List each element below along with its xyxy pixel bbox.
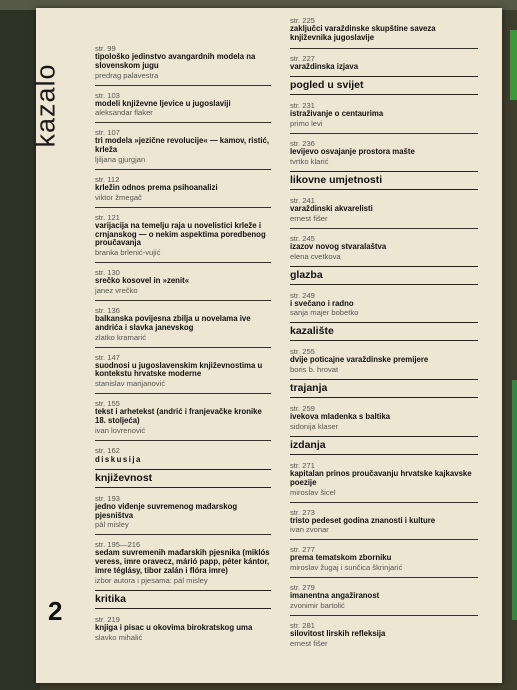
- divider: [290, 615, 478, 616]
- toc-entry: str. 136 balkanska povijesna zbilja u novelama ive andrića i slavka janevskog zlatko kramarić: [95, 305, 251, 342]
- divider: [95, 440, 271, 441]
- toc-entry: str. 277 prema tematskom zborniku miroslav žugaj i sunčica škrinjarić: [290, 545, 403, 573]
- divider: [95, 262, 271, 263]
- divider: [290, 502, 478, 503]
- divider: [95, 300, 271, 301]
- toc-entry: str. 273 tristo pedeset godina znanosti i kulture ivan zvonar: [290, 507, 436, 535]
- toc-entry: str. 279 imanentna angažiranost zvonimir bartolić: [290, 583, 380, 610]
- toc-entry: str. 121 varijacija na temelju raja u novelistici krleže i crnjanskog — o nekim aspektima poredbenog proučavanja branka brlenić-vujić: [95, 212, 266, 258]
- divider: [95, 347, 271, 348]
- section-heading-trajanja: trajanja: [290, 379, 478, 398]
- divider: [290, 539, 478, 540]
- divider: [290, 48, 478, 49]
- section-heading-pogled-u-svijet: pogled u svijet: [290, 76, 478, 95]
- section-heading-knjizevnost: književnost: [95, 469, 271, 488]
- toc-entry: str. 130 srečko kosovel in »zenit« janez vrečko: [95, 268, 190, 295]
- toc-entry: str. 255 dvije poticajne varaždinske premijere boris b. hrovat: [290, 347, 429, 375]
- toc-entry: str. 271 kapitalan prinos proučavanju hrvatske kajkavske poezije miroslav šicel: [290, 460, 472, 497]
- toc-entry: str. 231 istraživanje o centaurima primo levi: [290, 101, 384, 129]
- toc-entry-diskusija: str. 162 diskusija: [95, 445, 142, 464]
- toc-entry: str. 147 suodnosi u jugoslavenskim književnostima u kontekstu hrvatske moderne stanislav marijanović: [95, 352, 263, 389]
- divider: [95, 393, 271, 394]
- toc-entry: str. 193 jedno viđenje suvremenog mađarskog pjesništva pál misley: [95, 493, 238, 530]
- right-column: [290, 16, 478, 653]
- section-heading-kritika: kritika: [95, 590, 271, 609]
- toc-entry: str. 281 silovitost lirskih refleksija ernest fišer: [290, 620, 386, 648]
- divider: [95, 534, 271, 535]
- divider: [290, 577, 478, 578]
- divider: [95, 207, 271, 208]
- side-title: kazalo: [30, 63, 61, 148]
- toc-entry: str. 219 knjiga i pisac u okovima birokratskog uma slavko mihalić: [95, 614, 253, 642]
- divider: [95, 169, 271, 170]
- toc-entry: str. 249 i svečano i radno sanja majer bobetko: [290, 290, 359, 318]
- toc-entry: str. 259 ivekova mladenka s baltika sidonija klaser: [290, 404, 391, 431]
- toc-entry: str. 99 tipološko jedinstvo avangardnih modela na slovenskom jugu predrag palavestra: [95, 44, 256, 80]
- section-heading-likovne-umjetnosti: likovne umjetnosti: [290, 171, 478, 190]
- toc-entry: str. 227 varaždinska izjava: [290, 53, 359, 71]
- page-number: 2: [48, 596, 63, 626]
- green-book-edge-lower: [512, 380, 517, 620]
- divider: [290, 228, 478, 229]
- toc-entry: str. 245 izazov novog stvaralaštva elena cvetkova: [290, 233, 387, 261]
- toc-entry: str. 107 tri modela »jezične revolucije« — kamov, ristić, krleža ljiljana gjurgjan: [95, 128, 270, 164]
- left-column: [95, 44, 271, 647]
- toc-entry: str. 241 varaždinski akvarelisti ernest fišer: [290, 195, 373, 223]
- divider: [290, 133, 478, 134]
- divider: [95, 122, 271, 123]
- toc-entry: str. 155 tekst i arhetekst (andrić i franjevačke kronike 18. stoljeća) ivan lovrenović: [95, 399, 262, 435]
- section-heading-glazba: glazba: [290, 266, 478, 285]
- toc-entry: str. 195—216 sedam suvremenih mađarskih pjesnika (miklós veress, imre oravecz, márió papp, péter kántor, imre téglásy, tibor zalán i flóra imre) izbor autora i pjesama: pál misley: [95, 540, 270, 585]
- toc-entry: str. 225 zaključci varaždinske skupštine saveza književnika jugoslavije: [290, 16, 436, 42]
- toc-entry: str. 103 modeli književne ljevice u jugoslaviji aleksandar flaker: [95, 90, 231, 118]
- green-book-edge: [510, 30, 517, 100]
- section-heading-izdanja: izdanja: [290, 436, 478, 455]
- divider: [95, 85, 271, 86]
- section-heading-kazaliste: kazalište: [290, 322, 478, 341]
- toc-entry: str. 236 levijevo osvajanje prostora mašte tvrtko klarić: [290, 139, 415, 166]
- toc-entry: str. 112 krležin odnos prema psihoanalizi viktor žmegač: [95, 174, 218, 202]
